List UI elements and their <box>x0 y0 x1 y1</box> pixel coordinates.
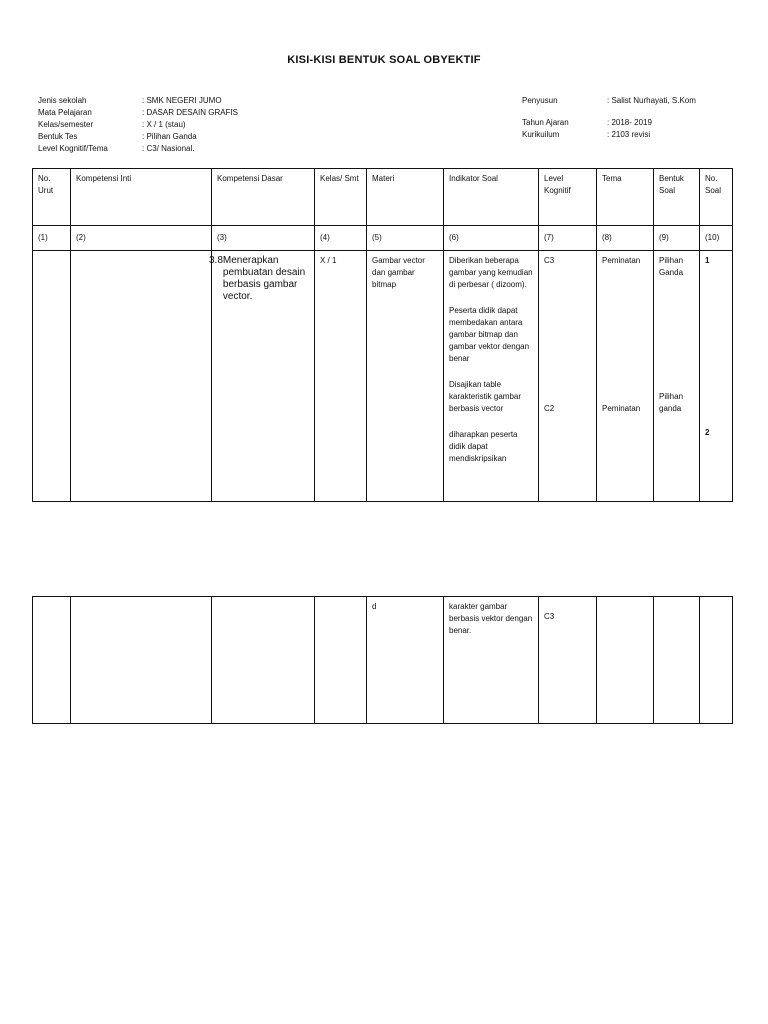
info-label: Level Kognitif/Tema <box>38 144 108 153</box>
column-header: Kompetensi Inti <box>71 169 212 226</box>
spacer <box>705 267 727 427</box>
indikator-text: diharapkan peserta didik dapat mendiskripsikan <box>449 430 518 463</box>
info-value: : X / 1 (stau) <box>142 120 186 129</box>
info-row-kurikulum <box>522 129 696 141</box>
column-number: (2) <box>71 226 212 251</box>
column-number: (7) <box>539 226 597 251</box>
cell-kelas: X / 1 <box>315 251 367 502</box>
cell-bentuk-soal <box>654 251 700 502</box>
column-header: Kompetensi Dasar <box>212 169 315 226</box>
info-value: : SMK NEGERI JUMO <box>142 96 222 105</box>
info-label: Kelas/semester <box>38 120 94 129</box>
cell-kompetensi-dasar <box>212 597 315 724</box>
info-row-penyusun <box>522 95 696 107</box>
info-row-kelas-semester <box>38 119 238 131</box>
page-title: KISI-KISI BENTUK SOAL OBYEKTIF <box>287 54 481 66</box>
bentuk-value: Pilihan Ganda <box>659 256 684 277</box>
no-soal-value: 2 <box>705 428 710 437</box>
bentuk-value: Pilihan ganda <box>659 392 684 413</box>
column-header: Bentuk Soal <box>654 169 700 226</box>
info-label: Bentuk Tes <box>38 132 78 141</box>
cell-indikator: karakter gambar berbasis vektor dengan benar. <box>444 597 539 724</box>
header-row <box>33 169 733 226</box>
tema-value: Peminatan <box>602 256 641 265</box>
info-row-mata-pelajaran <box>38 107 238 119</box>
column-header: No. Urut <box>33 169 71 226</box>
column-number: (8) <box>597 226 654 251</box>
column-header: Materi <box>367 169 444 226</box>
info-row-jenis-sekolah <box>38 95 238 107</box>
level-value: C3 <box>544 256 555 265</box>
cell-kompetensi-dasar <box>209 251 315 502</box>
cell-level: C3 <box>539 597 597 724</box>
indikator-text: Peserta didik dapat membedakan antara gambar bitmap dan gambar vektor dengan benar <box>449 306 530 363</box>
cell-tema <box>597 597 654 724</box>
info-value: : 2103 revisi <box>607 130 651 139</box>
cell-materi: d <box>367 597 444 724</box>
document-info-right <box>522 95 696 141</box>
column-header: Kelas/ Smt <box>315 169 367 226</box>
info-value: : C3/ Nasional. <box>142 144 195 153</box>
column-header: Tema <box>597 169 654 226</box>
bentuk-block <box>659 255 694 391</box>
info-label: Tahun Ajaran <box>522 118 569 127</box>
column-header: Indikator Soal <box>444 169 539 226</box>
spacer <box>544 267 591 403</box>
cell-indikator <box>444 251 539 502</box>
info-value: : DASAR DESAIN GRAFIS <box>142 108 239 117</box>
info-row-bentuk-tes <box>38 131 238 143</box>
column-header: Level Kognitif <box>539 169 597 226</box>
tema-value: Peminatan <box>602 404 641 413</box>
info-label: Kurikuilum <box>522 130 560 139</box>
cell-no-urut <box>33 597 71 724</box>
info-label: Mata Pelajaran <box>38 108 92 117</box>
level-value: C2 <box>544 404 555 413</box>
cell-kompetensi-inti <box>71 597 212 724</box>
column-header: No. Soal <box>700 169 733 226</box>
cell-tema <box>597 251 654 502</box>
column-number: (10) <box>700 226 733 251</box>
column-number: (3) <box>212 226 315 251</box>
info-label: Jenis sekolah <box>38 96 87 105</box>
column-number: (9) <box>654 226 700 251</box>
indikator-text: Diberikan beberapa gambar yang kemudian di perbesar ( dizoom). <box>449 256 533 289</box>
kd-text: Menerapkan pembuatan desain berbasis gambar vector. <box>222 255 306 302</box>
indikator-text: Disajikan table karakteristik gambar berbasis vector <box>449 380 522 413</box>
info-value: : Pilihan Ganda <box>142 132 197 141</box>
cell-kelas <box>315 597 367 724</box>
kd-number: 3.8 <box>209 255 223 266</box>
info-spacer <box>522 107 696 117</box>
cell-kompetensi-inti <box>71 251 212 502</box>
info-row-level-kognitif <box>38 143 238 155</box>
info-label: Penyusun <box>522 96 558 105</box>
cell-level <box>539 251 597 502</box>
column-number: (4) <box>315 226 367 251</box>
document-info-left <box>38 95 238 155</box>
spacer <box>602 267 648 403</box>
cell-no-soal <box>700 251 733 502</box>
table-row <box>33 251 733 502</box>
kisi-kisi-table <box>32 168 733 502</box>
kisi-kisi-table-continued <box>32 596 733 724</box>
cell-bentuk-soal <box>654 597 700 724</box>
info-value: : Salist Nurhayati, S.Kom <box>607 96 696 105</box>
no-soal-value: 1 <box>705 256 710 265</box>
column-number: (1) <box>33 226 71 251</box>
info-row-tahun-ajaran <box>522 117 696 129</box>
table-row <box>33 597 733 724</box>
cell-materi: Gambar vector dan gambar bitmap <box>367 251 444 502</box>
cell-no-soal <box>700 597 733 724</box>
column-number-row <box>33 226 733 251</box>
info-value: : 2018- 2019 <box>607 118 652 127</box>
column-number: (6) <box>444 226 539 251</box>
column-number: (5) <box>367 226 444 251</box>
cell-no-urut <box>33 251 71 502</box>
